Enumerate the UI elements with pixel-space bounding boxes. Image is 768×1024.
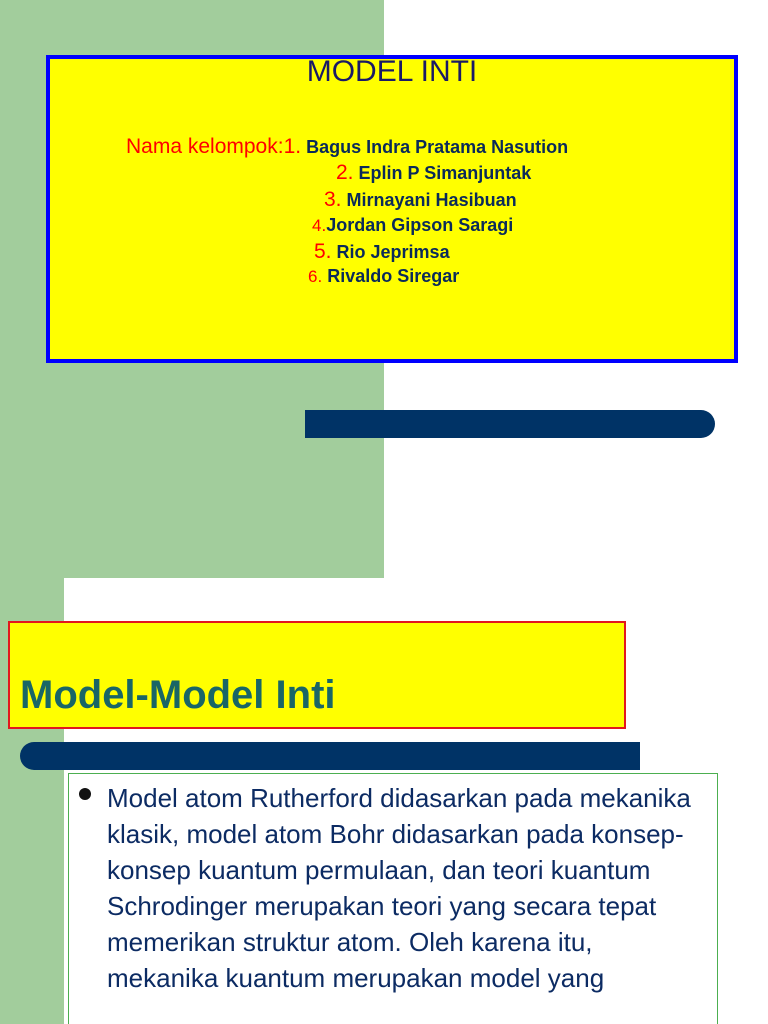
member-number: 5. xyxy=(314,240,332,263)
group-label: Nama kelompok: xyxy=(126,135,284,158)
member-number: 3. xyxy=(324,188,342,211)
member-row-6 xyxy=(308,266,459,287)
member-name: Rio Jeprimsa xyxy=(336,242,450,262)
member-row-4 xyxy=(312,215,513,236)
bullet-icon xyxy=(79,788,91,800)
member-row-3 xyxy=(324,188,517,212)
slide2-title: Model-Model Inti xyxy=(20,673,336,717)
member-name: Rivaldo Siregar xyxy=(327,266,460,286)
member-number: 1. xyxy=(283,135,302,158)
slide1-decorative-bar xyxy=(305,410,715,438)
member-row-1 xyxy=(126,135,568,159)
member-number: 6. xyxy=(308,267,323,286)
member-number: 4. xyxy=(312,216,327,235)
member-name: Mirnayani Hasibuan xyxy=(346,190,517,210)
member-name: Bagus Indra Pratama Nasution xyxy=(306,137,569,157)
slide2-title-box xyxy=(8,621,626,729)
slide1-title: MODEL INTI xyxy=(306,55,478,88)
slide2-content-box xyxy=(68,773,718,1024)
member-row-5 xyxy=(314,240,450,264)
member-number: 2. xyxy=(336,161,354,184)
member-name: Eplin P Simanjuntak xyxy=(358,163,532,183)
member-row-2 xyxy=(336,161,531,185)
slide2-paragraph: Model atom Rutherford didasarkan pada mekanika klasik, model atom Bohr didasarkan pada konsep-konsep kuantum permulaan, dan teori kuantum Schrodinger merupakan teori yang secara tepat memerikan struktur atom. Oleh karena itu, mekanika kuantum merupakan model yang xyxy=(107,783,691,993)
slide2-decorative-bar xyxy=(20,742,640,770)
member-name: Jordan Gipson Saragi xyxy=(326,215,514,235)
slide1-title-box xyxy=(46,55,738,363)
